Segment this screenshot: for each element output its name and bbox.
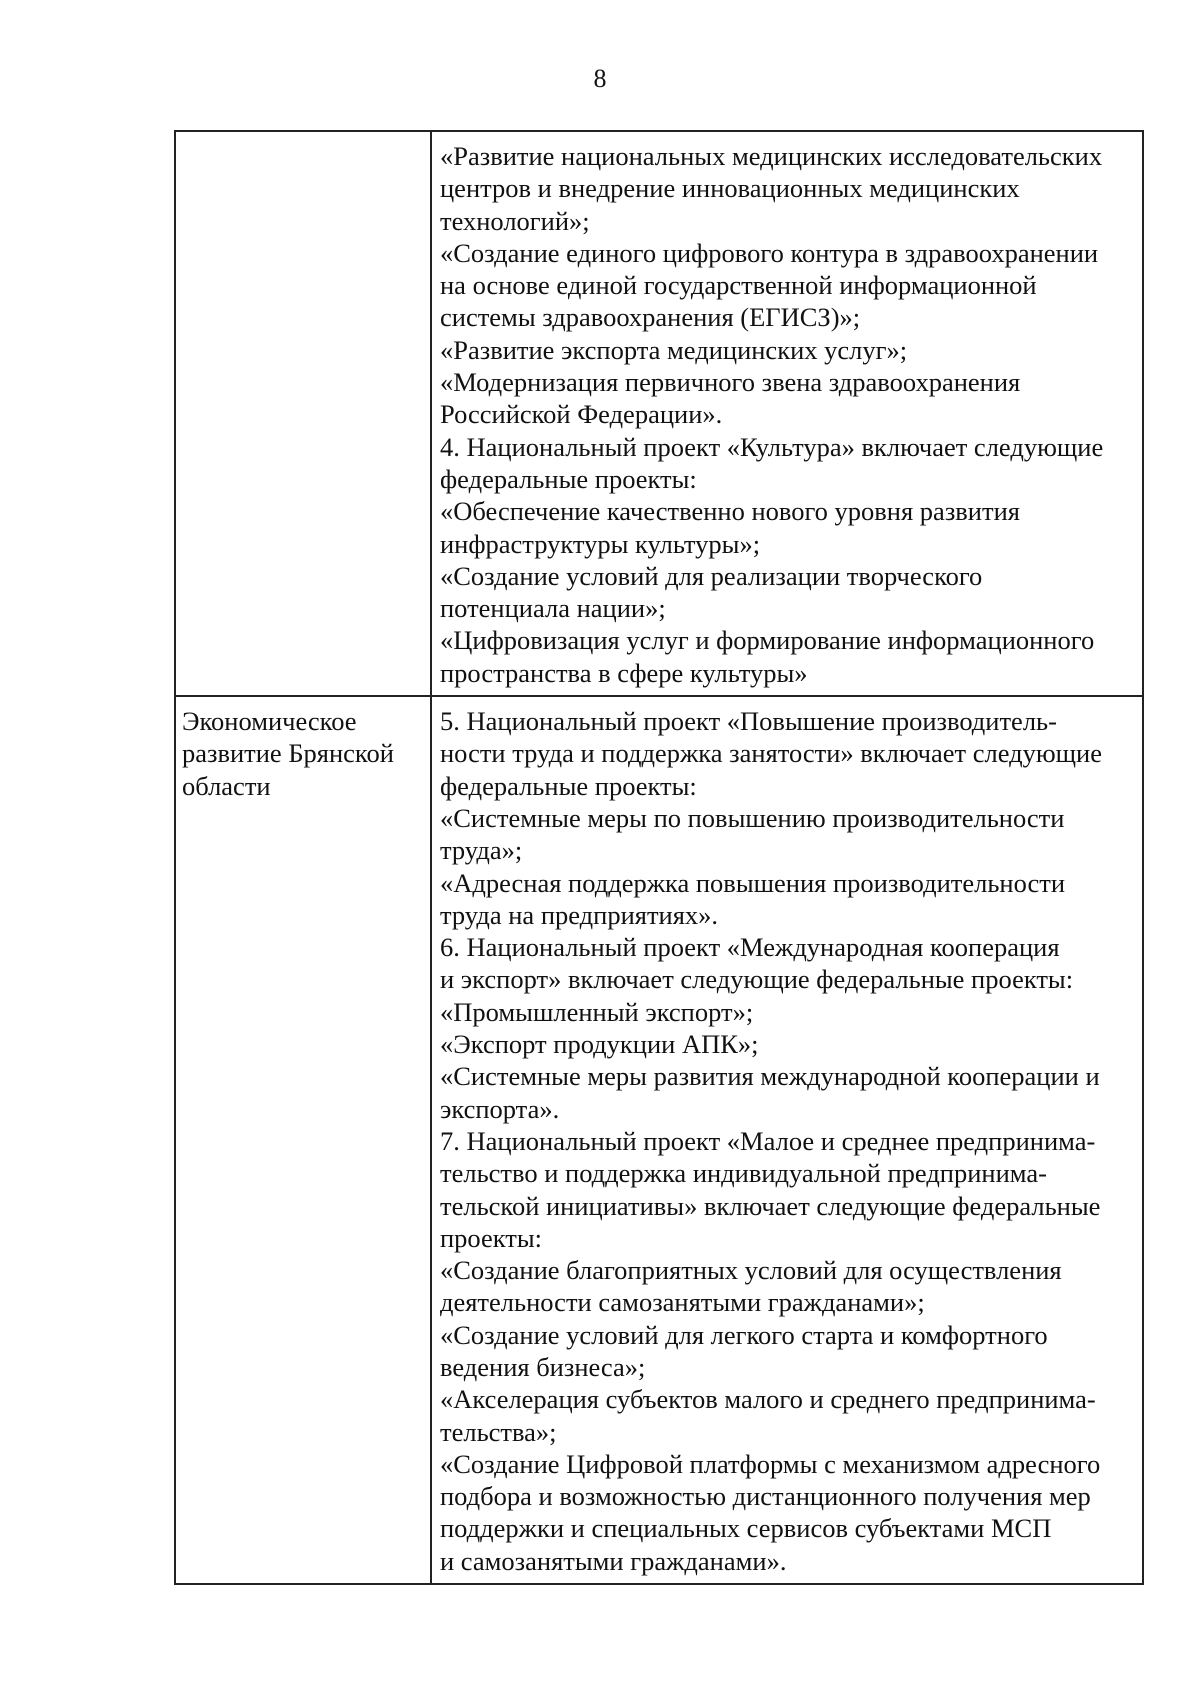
text-line: поддержки и специальных сервисов субъектами МСП	[440, 1513, 1052, 1544]
text-line: деятельности самозанятыми гражданами»;	[440, 1287, 925, 1318]
text-line: «Модернизация первичного звена здравоохранения	[440, 367, 1021, 398]
text-line: «Экспорт продукции АПК»;	[440, 1029, 759, 1060]
text-line: «Развитие экспорта медицинских услуг»;	[440, 334, 908, 365]
section-label-line: развитие Брянской	[182, 738, 394, 769]
text-line: «Развитие национальных медицинских исследовательских	[440, 141, 1103, 171]
text-line: потенциала нации»;	[440, 593, 666, 624]
text-line: ности труда и поддержка занятости» включает следующие	[440, 738, 1102, 769]
text-line: технологий»;	[440, 205, 590, 236]
text-line: пространства в сфере культуры»	[440, 657, 808, 688]
text-line: «Создание единого цифрового контура в здравоохранении	[440, 237, 1099, 268]
text-line: Российской Федерации».	[440, 399, 723, 430]
text-line: и экспорт» включает следующие федеральные проекты:	[440, 964, 1074, 995]
section-label-line: Экономическое	[182, 706, 357, 737]
text-line: инфраструктуры культуры»;	[440, 528, 761, 559]
row-2-left-cell	[175, 696, 431, 1584]
table-row	[175, 131, 1143, 696]
text-line: тельство и поддержка индивидуальной предпринима-	[440, 1158, 1047, 1189]
text-line: 6. Национальный проект «Международная кооперация	[440, 932, 1060, 963]
text-line: федеральные проекты:	[440, 770, 697, 801]
text-line: экспорта».	[440, 1093, 560, 1124]
table-row	[175, 696, 1143, 1584]
text-line: «Системные меры по повышению производительности	[440, 802, 1065, 833]
text-line: тельства»;	[440, 1416, 557, 1447]
text-line: проекты:	[440, 1222, 543, 1253]
text-line: 4. Национальный проект «Культура» включает следующие	[440, 431, 1104, 462]
text-line: и самозанятыми гражданами».	[440, 1545, 787, 1576]
page-number: 8	[593, 64, 607, 93]
text-line: 5. Национальный проект «Повышение производитель-	[440, 706, 1057, 737]
text-line: «Цифровизация услуг и формирование информационного	[440, 625, 1095, 656]
text-line: подбора и возможностью дистанционного получения мер	[440, 1481, 1091, 1512]
text-line: «Промышленный экспорт»;	[440, 996, 754, 1027]
projects-table	[174, 130, 1144, 1585]
text-line: ведения бизнеса»;	[440, 1351, 646, 1382]
text-line: труда на предприятиях».	[440, 899, 719, 930]
row-1-left-cell	[175, 131, 431, 696]
text-line: «Создание условий для реализации творческого	[440, 560, 983, 591]
text-line: системы здравоохранения (ЕГИСЗ)»;	[440, 302, 861, 333]
text-line: «Системные меры развития международной кооперации и	[440, 1061, 1100, 1092]
text-line: «Адресная поддержка повышения производительности	[440, 867, 1066, 898]
text-line: на основе единой государственной информационной	[440, 270, 1037, 301]
text-line: федеральные проекты:	[440, 463, 697, 494]
text-line: «Создание Цифровой платформы с механизмом адресного	[440, 1448, 1101, 1479]
row-1-right-cell	[431, 131, 1143, 696]
row-2-right-cell	[431, 696, 1143, 1584]
text-line: «Обеспечение качественно нового уровня развития	[440, 496, 1020, 527]
text-line: «Создание благоприятных условий для осуществления	[440, 1255, 1062, 1286]
text-line: «Акселерация субъектов малого и среднего предпринима-	[440, 1384, 1096, 1415]
text-line: 7. Национальный проект «Малое и среднее предпринима-	[440, 1125, 1096, 1156]
text-line: центров и внедрение инновационных медицинских	[440, 173, 1020, 204]
text-line: труда»;	[440, 835, 523, 866]
text-line: «Создание условий для легкого старта и комфортного	[440, 1319, 1048, 1350]
text-line: тельской инициативы» включает следующие федеральные	[440, 1190, 1101, 1221]
section-label-line: области	[182, 770, 271, 801]
